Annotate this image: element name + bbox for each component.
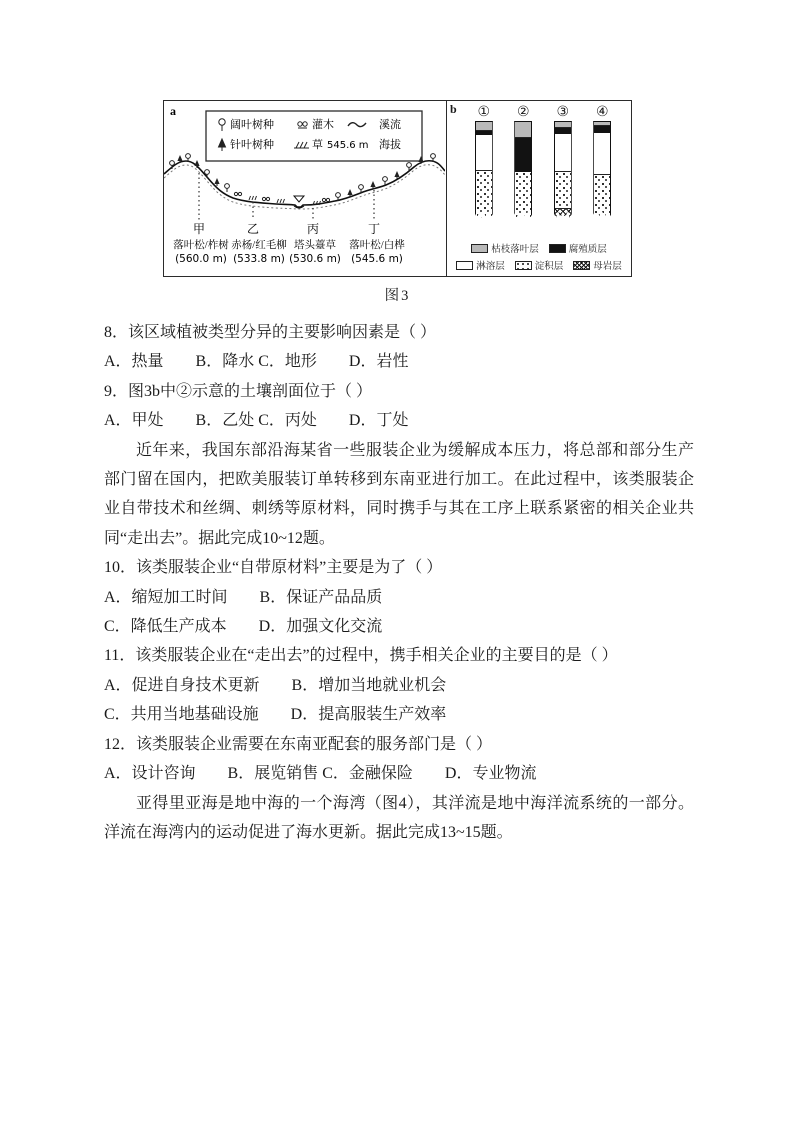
legend-conifer-label: 针叶树种 [230, 139, 274, 151]
site-elevation: (560.0 m) [175, 253, 227, 265]
humus-swatch [549, 244, 566, 253]
soil-column [585, 104, 619, 224]
soil-legend-row [447, 258, 631, 272]
illuvial-swatch [515, 261, 532, 270]
options-line: A．甲处 B．乙处 C．丙处 D．丁处 [104, 412, 409, 430]
eluvial-layer [555, 134, 571, 172]
site-locator-lines [199, 173, 374, 220]
legend-elevation-label: 海拔 [379, 139, 401, 151]
figure-3-box [163, 100, 632, 277]
soil-column-bar [514, 121, 532, 218]
site-vegetation: 落叶松/柞树 [173, 240, 229, 251]
illuvial-layer [594, 175, 610, 220]
soil-legend-item [573, 258, 622, 272]
soil-legend-label: 淀积层 [534, 262, 564, 272]
humus-layer [515, 138, 531, 172]
site-vegetation: 赤杨/红毛柳 [231, 240, 287, 251]
options-line: A．缩短加工时间 B．保证产品品质 [104, 588, 383, 606]
figure-3 [163, 100, 632, 305]
soil-legend-label: 淋溶层 [476, 262, 505, 272]
grass-icon [294, 142, 309, 148]
soil-column-number: ① [477, 104, 491, 120]
panel-b-label: b [450, 102, 457, 116]
illuvial-layer [515, 172, 531, 219]
legend-broadleaf-label: 阔叶树种 [230, 119, 274, 131]
figure-panel-a [164, 101, 447, 276]
passage-paragraph: 亚得里亚海是地中海的一个海湾（图4），其洋流是地中海洋流系统的一部分。洋流在海湾内的运动促进了海水更新。据此完成13~15题。 [104, 794, 694, 841]
site-name: 甲 [192, 222, 206, 236]
legend-grass-label: 草 [312, 139, 323, 151]
soil-column-number: ② [516, 104, 530, 120]
terrain-profile-chart [164, 101, 445, 275]
illuvial-layer [476, 171, 492, 220]
soil-column-number: ③ [556, 104, 570, 120]
soil-legend-label: 母岩层 [593, 262, 622, 272]
soil-legend-row [447, 241, 631, 255]
question-text: 9．图3b中②示意的土壤剖面位于（ ） [104, 382, 373, 400]
site-vegetation: 落叶松/白桦 [349, 240, 405, 251]
site-vegetation-labels [173, 238, 405, 251]
litter-layer [476, 122, 492, 131]
parent-layer [555, 208, 571, 221]
site-elevation: (533.8 m) [233, 253, 285, 265]
soil-legend-item [456, 258, 505, 272]
soil-dashed-line [164, 165, 445, 209]
soil-legend [447, 238, 631, 272]
parent-swatch [573, 261, 590, 270]
soil-column [546, 104, 580, 224]
legend-shrub-label: 灌木 [312, 119, 334, 131]
soil-column [506, 104, 540, 224]
panel-a-label: a [170, 104, 176, 118]
shrub-icon [298, 122, 307, 128]
question-area [104, 318, 694, 847]
soil-column-bar [475, 121, 493, 218]
legend-elevation-value: 545.6 m [327, 140, 369, 151]
soil-legend-item [515, 258, 564, 272]
broadleaf-tree-icon [219, 119, 225, 131]
site-vegetation: 塔头薹草 [294, 240, 336, 251]
eluvial-layer [594, 133, 610, 175]
litter-swatch [471, 244, 488, 253]
soil-legend-label: 枯枝落叶层 [491, 245, 539, 255]
figure-caption: 图3 [384, 288, 411, 304]
site-elevation: (530.6 m) [289, 253, 341, 265]
question-text: 12．该类服装企业需要在东南亚配套的服务部门是（ ） [104, 735, 493, 753]
conifer-tree-icon [219, 139, 226, 151]
soil-column-number: ④ [595, 104, 609, 120]
humus-layer [594, 126, 610, 133]
eluvial-layer [476, 135, 492, 171]
question-text: 8．该区域植被类型分异的主要影响因素是（ ） [104, 324, 437, 341]
litter-layer [515, 122, 531, 138]
soil-legend-label: 腐殖质层 [568, 245, 607, 255]
options-line: C．降低生产成本 D．加强文化交流 [104, 618, 383, 636]
site-name: 丁 [367, 222, 381, 236]
legend-stream-label: 溪流 [379, 119, 401, 131]
stream-icon [348, 123, 366, 127]
terrain-curve [164, 161, 445, 207]
options-line: A．设计咨询 B．展览销售 C．金融保险 D．专业物流 [104, 765, 537, 783]
site-name: 乙 [246, 222, 260, 236]
soil-column-bar [554, 121, 572, 218]
options-line: A．促进自身技术更新 B．增加当地就业机会 [104, 676, 447, 694]
site-names [193, 222, 380, 236]
question-text: 11．该类服装企业在“走出去”的过程中，携手相关企业的主要目的是（ ） [104, 647, 618, 665]
options-line: C．共用当地基础设施 D．提高服装生产效率 [104, 706, 447, 724]
passage-paragraph: 近年来，我国东部沿海某省一些服装企业为缓解成本压力，将总部和部分生产部门留在国内，把欧美服装订单转移到东南亚进行加工。在此过程中，该类服装企业自带技术和丝绸、刺绣等原材料，同时携手与其在工序上联系紧密的相关企业共同“走出去”。据此完成10~12题。 [104, 441, 694, 547]
question-text: 10．该类服装企业“自带原材料”主要是为了（ ） [104, 559, 443, 577]
site-name: 丙 [306, 222, 320, 236]
site-elevation: (545.6 m) [351, 253, 403, 265]
eluvial-swatch [456, 261, 473, 270]
soil-legend-item [549, 241, 607, 255]
soil-column-bar [593, 121, 611, 218]
illuvial-layer [555, 172, 571, 208]
figure-panel-b [447, 101, 631, 276]
options-line: A．热量 B．降水 C．地形 D．岩性 [104, 353, 409, 371]
soil-legend-item [471, 241, 539, 255]
site-elevation-labels [175, 253, 403, 265]
soil-column [467, 104, 501, 224]
soil-columns [450, 102, 628, 224]
